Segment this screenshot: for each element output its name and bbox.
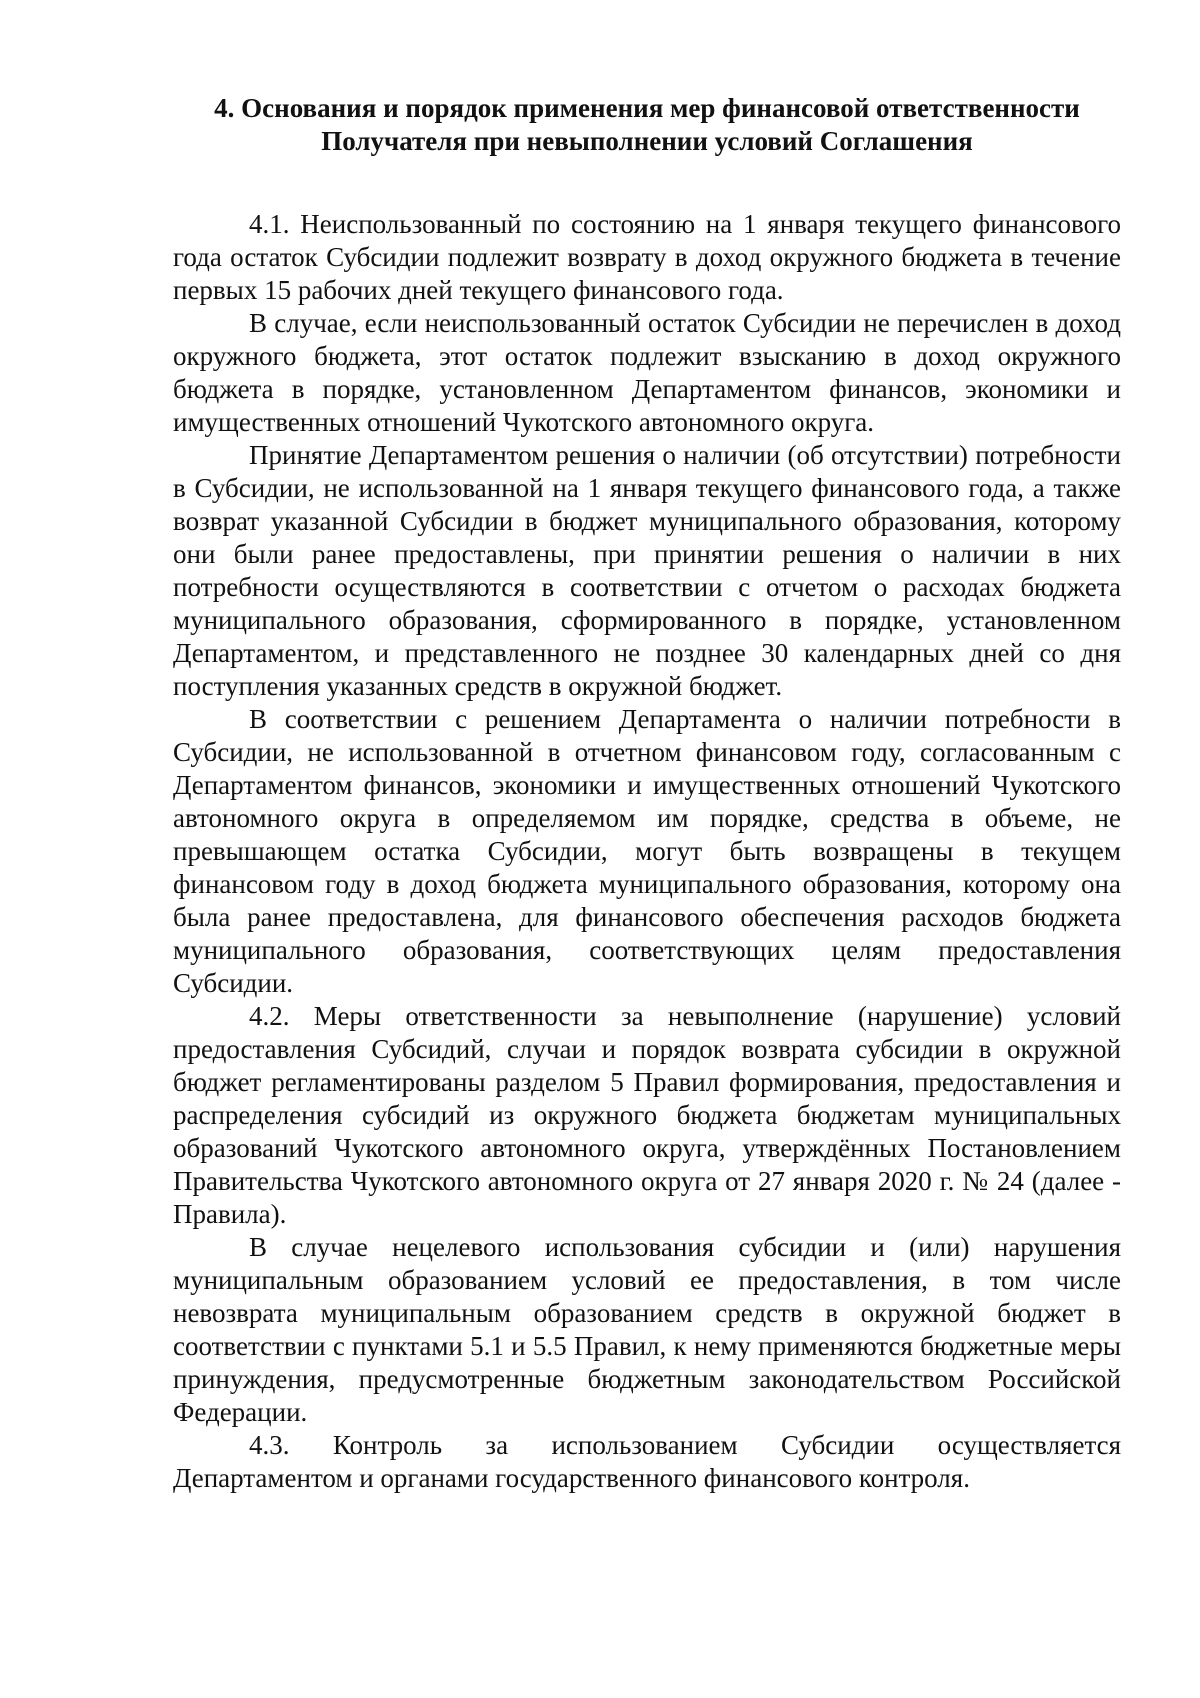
paragraph-remainder-recovery: В случае, если неиспользованный остаток Субсидии не перечислен в доход окружного бюджета, этот остаток подлежит взысканию в доход окружного бюджета в порядке, установленном Департаментом финансов, экономики и имущественных отношений Чукотского автономного округа.: [173, 308, 1121, 437]
section-heading-line-2: Получателя при невыполнении условий Соглашения: [321, 126, 973, 156]
paragraph-4-1: 4.1. Неиспользованный по состоянию на 1 января текущего финансового года остаток Субсидии подлежит возврату в доход окружного бюджета в течение первых 15 рабочих дней текущего финансового года.: [173, 209, 1121, 305]
paragraph-misuse-measures: В случае нецелевого использования субсидии и (или) нарушения муниципальным образованием условий ее предоставления, в том числе невозврата муниципальным образованием средств в окружной бюджет в соответствии с пунктами 5.1 и 5.5 Правил, к нему применяются бюджетные меры принуждения, предусмотренные бюджетным законодательством Российской Федерации.: [173, 1232, 1121, 1427]
section-heading-line-1: 4. Основания и порядок применения мер финансовой ответственности: [214, 93, 1080, 123]
paragraph-funds-return: В соответствии с решением Департамента о наличии потребности в Субсидии, не использованной в отчетном финансовом году, согласованным с Департаментом финансов, экономики и имущественных отношений Чукотского автономного округа в определяемом им порядке, средства в объеме, не превышающем остатка Субсидии, могут быть возвращены в текущем финансовом году в доход бюджета муниципального образования, которому она была ранее предоставлена, для финансового обеспечения расходов бюджета муниципального образования, соответствующих целям предоставления Субсидии.: [173, 704, 1121, 998]
paragraph-need-decision: Принятие Департаментом решения о наличии (об отсутствии) потребности в Субсидии, не использованной на 1 января текущего финансового года, а также возврат указанной Субсидии в бюджет муниципального образования, которому они были ранее предоставлены, при принятии решения о наличии в них потребности осуществляются в соответствии с отчетом о расходах бюджета муниципального образования, сформированного в порядке, установленном Департаментом, и представленного не позднее 30 календарных дней со дня поступления указанных средств в окружной бюджет.: [173, 440, 1121, 701]
document-page: [173, 92, 1121, 1495]
paragraph-4-2: 4.2. Меры ответственности за невыполнение (нарушение) условий предоставления Субсидий, случаи и порядок возврата субсидии в окружной бюджет регламентированы разделом 5 Правил формирования, предоставления и распределения субсидий из окружного бюджета бюджетам муниципальных образований Чукотского автономного округа, утверждённых Постановлением Правительства Чукотского автономного округа от 27 января 2020 г. № 24 (далее - Правила).: [173, 1001, 1121, 1229]
section-heading: [173, 92, 1121, 158]
paragraph-4-3: 4.3. Контроль за использованием Субсидии осуществляется Департаментом и органами государственного финансового контроля.: [173, 1430, 1121, 1493]
